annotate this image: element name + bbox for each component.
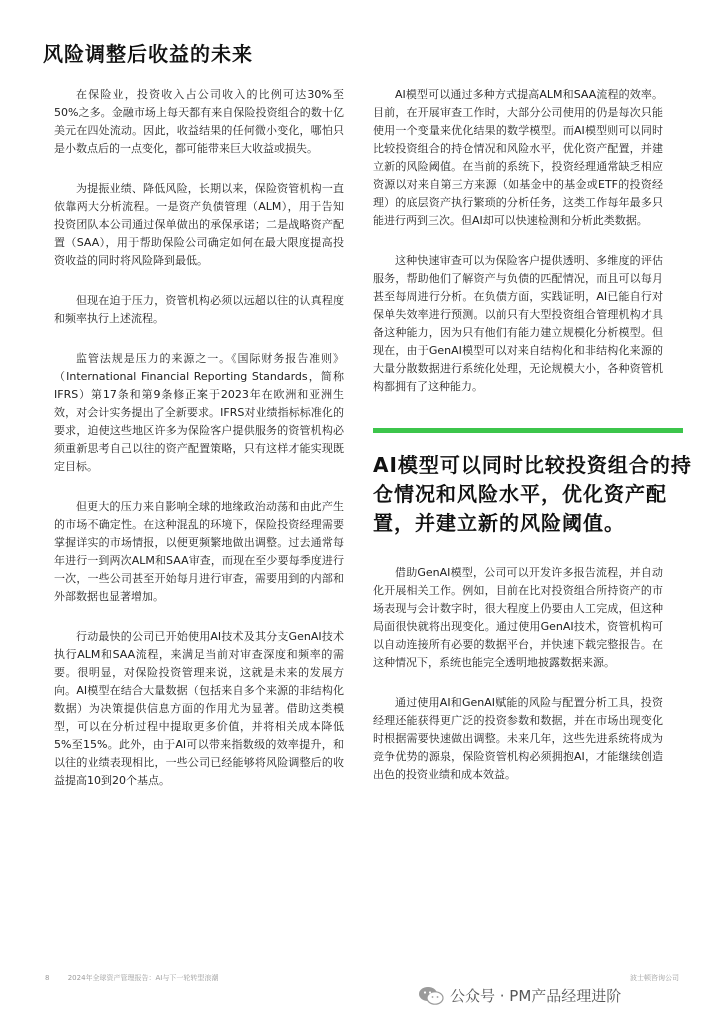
body-paragraph: 但现在迫于压力，资管机构必须以远超以往的认真程度和频率执行上述流程。 xyxy=(54,294,344,325)
page-number: 8 xyxy=(45,974,50,982)
body-paragraph: 借助GenAI模型，公司可以开发许多报告流程，并自动化开展相关工作。例如，目前在比对投资组合所持资产的市场表现与会计数字时，很大程度上仍要由人工完成，但这种局面很快就将出现变化。通过使用GenAI技术，资管机构可以自动连接所有必要的数据平台，并快速下载完整报告。在这种情况下，系统也能完全透明地披露数据来源。 xyxy=(373,566,663,669)
footer-left xyxy=(45,973,218,983)
page-title: 风险调整后收益的未来 xyxy=(43,42,253,66)
body-paragraph: 这种快速审查可以为保险客户提供透明、多维度的评估服务，帮助他们了解资产与负债的匹配情况，而且可以每月甚至每周进行分析。在负债方面，实践证明，AI已能自行对保单失效率进行预测。以前只有大型投资组合管理机构才具备这种能力，因为只有他们有能力建立规模化分析模型。但现在，由于GenAI模型可以对来自结构化和非结构化来源的大量分散数据进行系统化处理，无论规模大小，各种资管机构都拥有了这种能力。 xyxy=(373,254,663,393)
body-paragraph: 在保险业，投资收入占公司收入的比例可达30%至50%之多。金融市场上每天都有来自保险投资组合的数十亿美元在四处流动。因此，收益结果的任何微小变化，哪怕只是小数点后的一点变化，都可能带来巨大收益或损失。 xyxy=(54,88,344,155)
body-paragraph: AI模型可以通过多种方式提高ALM和SAA流程的效率。目前，在开展审查工作时，大部分公司使用的仍是每次只能使用一个变量来优化结果的数学模型。而AI模型则可以同时比较投资组合的持仓情况和风险水平，优化资产配置，并建立新的风险阈值。在当前的系统下，投资经理通常缺乏相应资源以对来自第三方来源（如基金中的基金或ETF的投资经理）的底层资产执行繁琐的分析任务，这类工作每年最多只能进行两到三次。但AI却可以快速检测和分析此类数据。 xyxy=(373,88,663,227)
left-column xyxy=(54,86,344,812)
accent-divider xyxy=(373,428,683,433)
watermark-text: 公众号 · PM产品经理进阶 xyxy=(450,987,622,1005)
body-paragraph: 通过使用AI和GenAI赋能的风险与配置分析工具，投资经理还能获得更广泛的投资参数和数据，并在市场出现变化时根据需要快速做出调整。未来几年，这些先进系统将成为竞争优势的源泉，保险资管机构必须拥抱AI，才能继续创造出色的投资业绩和成本效益。 xyxy=(373,696,663,781)
body-paragraph: 行动最快的公司已开始使用AI技术及其分支GenAI技术执行ALM和SAA流程，来满足当前对审查深度和频率的需要。很明显，对保险投资管理来说，这就是未来的发展方向。AI模型在结合大量数据（包括来自多个来源的非结构化数据）为决策提供信息方面的作用尤为显著。借助这类模型，可以在分析过程中提取更多价值，并将相关成本降低5%至15%。此外，由于AI可以带来指数级的效率提升，和以往的业绩表现相比，一些公司已经能够将风险调整后的收益提高10到20个基点。 xyxy=(54,630,344,787)
report-title: 2024年全球资产管理报告：AI与下一轮转型浪潮 xyxy=(67,974,219,982)
body-paragraph: 监管法规是压力的来源之一。《国际财务报告准则》（International Financial Reporting Standards，简称IFRS）第17条和第9条修正案于2023年在欧洲和亚洲生效，对会计实务提出了全新要求。IFRS对业绩指标标准化的要求，迫使这些地区许多为保险客户提供服务的资管机构必须重新思考自己以往的资产配置策略，只有这样才能实现既定目标。 xyxy=(54,352,344,473)
publisher-name: 波士顿咨询公司 xyxy=(630,974,679,982)
pull-quote: AI模型可以同时比较投资组合的持仓情况和风险水平，优化资产配置，并建立新的风险阈值。 xyxy=(373,453,692,535)
body-paragraph: 为提振业绩、降低风险，长期以来，保险资管机构一直依靠两大分析流程。一是资产负债管理（ALM），用于告知投资团队本公司通过保单做出的承保承诺；二是战略资产配置（SAA），用于帮助保险公司确定如何在最大限度提高投资收益的同时将风险降到最低。 xyxy=(54,182,344,267)
body-paragraph: 但更大的压力来自影响全球的地缘政治动荡和由此产生的市场不确定性。在这种混乱的环境下，保险投资经理需要掌握详实的市场情报，以便更频繁地做出调整。过去通常每年进行一到两次ALM和SAA审查，而现在至少要每季度进行一次，一些公司甚至开始每月进行审查，需要用到的内部和外部数据也显著增加。 xyxy=(54,500,344,603)
watermark xyxy=(418,985,621,1006)
wechat-icon xyxy=(418,986,444,1006)
right-column xyxy=(373,86,692,806)
